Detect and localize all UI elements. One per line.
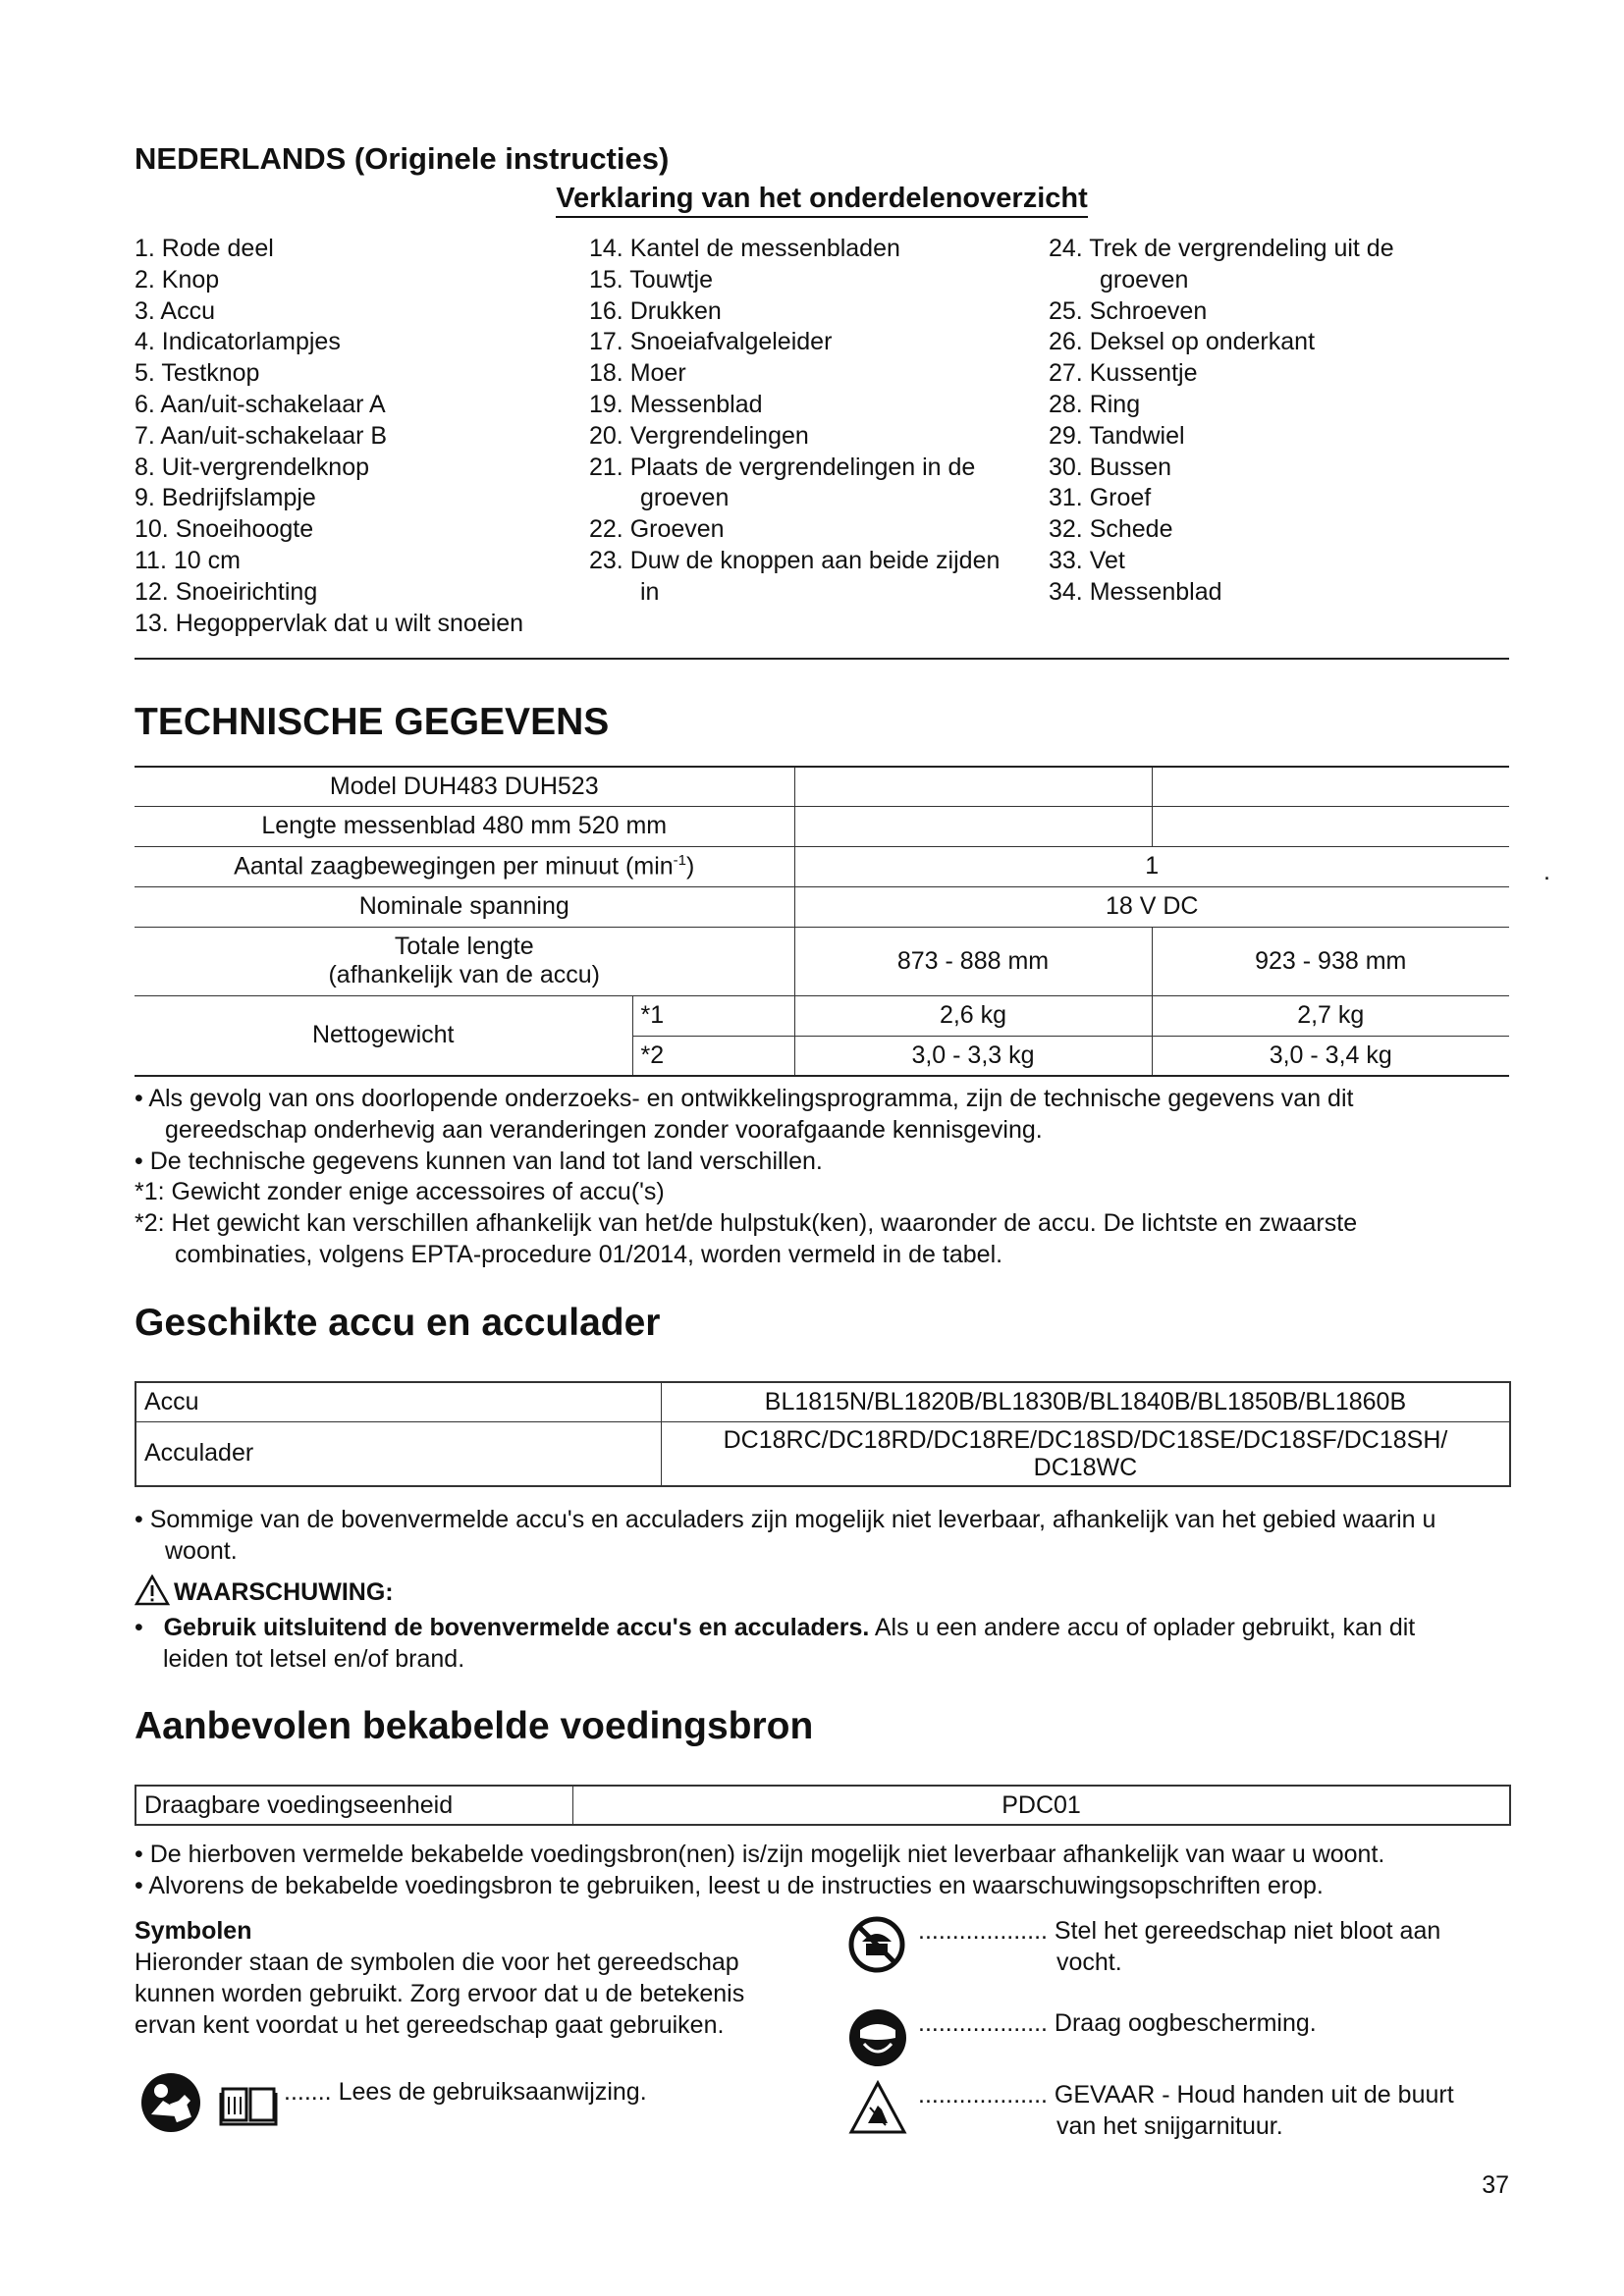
table-row	[135, 995, 1509, 1036]
parts-list-item: 5. Testknop	[135, 359, 260, 388]
note-text: • Als gevolg van ons doorlopende onderzoeks- en ontwikkelingsprogramma, zijn de technische gegevens van dit	[135, 1085, 1354, 1112]
voltage-label: Nominale spanning	[135, 886, 794, 927]
table-row	[135, 1382, 1510, 1421]
parts-list-item: 18. Moer	[589, 359, 686, 388]
strokes-value: 1	[794, 846, 1509, 886]
parts-list-item: 19. Messenblad	[589, 390, 763, 418]
parts-list-item: 26. Deksel op onderkant	[1049, 328, 1316, 356]
table-row	[135, 767, 1509, 806]
warning-heading: WAARSCHUWING:	[135, 1575, 394, 1607]
parts-list-item: 1. Rode deel	[135, 235, 274, 262]
note-text: *2: Het gewicht kan verschillen afhankelijk van het/de hulpstuk(ken), waaronder de accu. De lichtste en zwaarste	[135, 1209, 1358, 1238]
parts-list-item: 25. Schroeven	[1049, 296, 1208, 325]
parts-list-item: 23. Duw de knoppen aan beide zijden	[589, 546, 1001, 574]
tech-specs-table	[135, 766, 1509, 1077]
note-text: • Sommige van de bovenvermelde accu's en acculaders zijn mogelijk niet leverbaar, afhankelijk van het gebied waarin u	[135, 1506, 1436, 1533]
language-title: NEDERLANDS (Originele instructies)	[135, 141, 670, 176]
symbols-title: Symbolen	[135, 1917, 252, 1945]
weight-value: 2,6 kg	[794, 995, 1152, 1036]
parts-list-item: 17. Snoeiafvalgeleider	[589, 328, 833, 356]
table-row	[135, 886, 1509, 927]
voltage-value: 18 V DC	[794, 886, 1509, 927]
symbols-intro: Hieronder staan de symbolen die voor het gereedschap kunnen worden gebruikt. Zorg ervoor dat u de betekenis ervan kent voordat u het gereedschap gaat gebruiken.	[135, 1949, 745, 2039]
parts-list-item: 11. 10 cm	[135, 546, 241, 574]
table-row	[135, 927, 1509, 995]
power-source-title: Aanbevolen bekabelde voedingsbron	[135, 1705, 814, 1747]
parts-list-item: 30. Bussen	[1049, 453, 1172, 481]
weight-value: 3,0 - 3,4 kg	[1152, 1036, 1509, 1076]
weight-value: 3,0 - 3,3 kg	[794, 1036, 1152, 1076]
parts-list-item: 27. Kussentje	[1049, 359, 1198, 388]
parts-list-item: 15. Touwtje	[589, 265, 714, 294]
net-weight-label: Nettogewicht	[135, 995, 632, 1076]
accu-label: Accu	[135, 1382, 661, 1421]
model-label: Model DUH483 DUH523	[135, 767, 794, 806]
parts-list-item: 34. Messenblad	[1049, 577, 1222, 606]
note-text: *1: Gewicht zonder enige accessoires of accu('s)	[135, 1178, 665, 1206]
battery-table	[135, 1381, 1511, 1487]
parts-list-item-continued: groeven	[1100, 265, 1189, 294]
parts-list-item: 28. Ring	[1049, 390, 1141, 418]
strokes-label: Aantal zaagbewegingen per minuut $(\min^{-1})$	[135, 846, 794, 886]
warning-triangle-icon	[135, 1575, 170, 1606]
parts-list-item-continued: in	[640, 577, 660, 606]
open-book-icon	[219, 2081, 278, 2126]
parts-list-item: 10. Snoeihoogte	[135, 515, 314, 544]
table-row	[135, 1421, 1510, 1486]
weight-note-tag: *1	[632, 995, 794, 1036]
note-text: combinaties, volgens EPTA-procedure 01/2014, worden vermeld in de tabel.	[175, 1240, 1003, 1268]
power-unit-value: PDC01	[573, 1786, 1510, 1825]
note-text: woont.	[165, 1536, 238, 1565]
page-number: 37	[1482, 2171, 1509, 2199]
charger-label: Acculader	[135, 1421, 661, 1486]
note-text: • Alvorens de bekabelde voedingsbron te gebruiken, leest u de instructies en waarschuwingsopschriften erop.	[135, 1871, 1324, 1899]
table-row	[135, 1786, 1510, 1825]
parts-title: Verklaring van het onderdelenoverzicht	[135, 183, 1509, 215]
parts-list-item-continued: groeven	[640, 484, 730, 512]
warning-text: • Gebruik uitsluitend de bovenvermelde accu's en acculaders. Als u een andere accu of oplader gebruikt, kan dit leiden tot letsel en/of brand.	[135, 1614, 1416, 1673]
parts-list-item: 14. Kantel de messenbladen	[589, 235, 900, 262]
parts-list-item: 9. Bedrijfslampje	[135, 484, 316, 512]
table-row	[135, 846, 1509, 886]
eye-protection-icon	[848, 2008, 907, 2067]
battery-notes	[135, 1505, 1509, 1568]
tech-notes	[135, 1084, 1509, 1271]
parts-list-item: 3. Accu	[135, 296, 215, 325]
parts-list-item: 12. Snoeirichting	[135, 577, 318, 606]
power-notes	[135, 1840, 1509, 1902]
parts-list-column-2	[589, 234, 1000, 609]
parts-list-item: 32. Schede	[1049, 515, 1173, 544]
power-unit-label: Draagbare voedingseenheid	[135, 1786, 573, 1825]
parts-list-item: 29. Tandwiel	[1049, 421, 1185, 450]
parts-list-item: 4. Indicatorlampjes	[135, 328, 341, 356]
total-length-value-2: 923 - 938 mm	[1152, 927, 1509, 995]
manual-page: NEDERLANDS (Originele instructies) Verklaring van het onderdelenoverzicht 1. Rode deel 2. Knop 3. Accu 4. Indicatorlampjes 5. Testknop 6. Aan/uit-schakelaar A 7. Aan/uit-schakelaar B 8. Uit-vergrendelknop 9. Bedrijfslampje 10. Snoeihoogte 11. 10 cm 12. Snoeirichting 13. Hegoppervlak dat u wilt snoeien 14. Kantel de messenbladen 15. Touwtje 16. Drukken 17. Snoeiafvalgeleider 18. Moer 19. Messenblad 20. Vergrendelingen 21. Plaats de vergrendelingen in de groeven 22. Groeven 23. Duw de knoppen aan beide zijden in 24. Trek de vergrendeling uit de groeven 25. Schroeven 26. Deksel op onderkant 27. Kussentje 28. Ring 29. Tandwiel 30. Bussen 31. Groef 32. Schede 33. Vet 34. Messenblad TECHNISCHE GEGEVENS Model DUH483 DUH523 Lengte messenblad 480 mm 520 mm Aantal zaagbewegingen per minuut $(\min^{-1})$ 1 Nominale spanning 18 V DC Totale lengte (afhankelijk van de accu) 873 - 888 mm 923 - 938 mm Nettogewicht *1 2,6 kg 2,7 kg *2 3,0 - 3,3 kg 3,0 - 3,4 kg • Als gevolg van ons doorlopende onderzoeks- en ontwikkelingsprogramma, zijn de technische gegevens van dit gereedschap onderhevig aan veranderingen zonder voorafgaande kennisgeving. • De technische gegevens kunnen van land tot land verschillen. *1: Gewicht zonder enige accessoires of accu('s) *2: Het gewicht kan verschillen afhankelijk van het/de hulpstuk(ken), waaronder de accu. De lichtste en zwaarste combinaties, volgens EPTA-procedure 01/2014, worden vermeld in de tabel. Geschikte accu en acculader Accu BL1815N/BL1820B/BL1830B/BL1840B/BL1850B/BL1860B Acculader DC18RC/DC18RD/DC18RE/DC18SD/DC18SE/DC18SF/DC18SH/ DC18WC • Sommige van de bovenvermelde accu's en acculaders zijn mogelijk niet leverbaar, afhankelijk van het gebied waarin u woont. WAARSCHUWING: • Gebruik uitsluitend de bovenvermelde accu's en acculaders. Als u een andere accu of oplader gebruikt, kan dit leiden tot letsel en/of brand. Aanbevolen bekabelde voedingsbron Draagbare voedingseenheid PDC01 • De hierboven vermelde bekabelde voedingsbron(nen) is/zijn mogelijk niet leverbaar afhankelijk van waar u woont. • Alvorens de bekabelde voedingsbron te gebruiken, leest u de instructies en waarschuwingsopschriften erop. Symbolen Hieronder staan de symbolen die voor het gereedschap kunnen worden gebruikt. Zorg ervoor dat u de betekenis ervan kent voordat u het gereedschap gaat gebruiken. ....... Lees de gebruiksaanwijzing. ................... Stel het gereedschap niet bloot aan vocht. ................... Draag oogbescherming. ................... GEVAAR - Houd handen uit de buurt van het snijgarnituur. 37	[135, 141, 1509, 2199]
accu-value: BL1815N/BL1820B/BL1830B/BL1840B/BL1850B/BL1860B	[661, 1382, 1510, 1421]
section-divider	[135, 658, 1509, 660]
parts-list-column-1	[135, 234, 523, 639]
weight-note-tag: *2	[632, 1036, 794, 1076]
total-length-value-1: 873 - 888 mm	[794, 927, 1152, 995]
weight-value: 2,7 kg	[1152, 995, 1509, 1036]
charger-value: DC18RC/DC18RD/DC18RE/DC18SD/DC18SE/DC18SF/DC18SH/ DC18WC	[661, 1421, 1510, 1486]
parts-list-item: 13. Hegoppervlak dat u wilt snoeien	[135, 609, 524, 637]
parts-list-column-3	[1049, 234, 1394, 609]
battery-title: Geschikte accu en acculader	[135, 1302, 661, 1344]
parts-list-item: 33. Vet	[1049, 546, 1125, 574]
parts-list-item: 20. Vergrendelingen	[589, 421, 809, 450]
no-rain-icon	[848, 1916, 905, 1973]
parts-list-item: 6. Aan/uit-schakelaar A	[135, 390, 386, 418]
power-source-table	[135, 1785, 1511, 1826]
parts-list-item: 21. Plaats de vergrendelingen in de	[589, 453, 976, 481]
parts-list-item: 7. Aan/uit-schakelaar B	[135, 421, 388, 450]
blade-length-label: Lengte messenblad 480 mm 520 mm	[135, 806, 794, 846]
tech-specs-title: TECHNISCHE GEGEVENS	[135, 701, 610, 743]
parts-list-item: 22. Groeven	[589, 515, 725, 544]
note-text: • De technische gegevens kunnen van land tot land verschillen.	[135, 1147, 823, 1175]
parts-list-item: 24. Trek de vergrendeling uit de	[1049, 235, 1394, 262]
table-row	[135, 806, 1509, 846]
parts-list-item: 16. Drukken	[589, 296, 722, 325]
parts-list-item: 8. Uit-vergrendelknop	[135, 453, 370, 481]
stray-mark: .	[1543, 858, 1550, 885]
note-text: gereedschap onderhevig aan veranderingen zonder voorafgaande kennisgeving.	[165, 1115, 1043, 1144]
danger-hands-icon	[848, 2080, 907, 2135]
read-manual-icon	[139, 2071, 202, 2134]
parts-list-item: 31. Groef	[1049, 484, 1152, 512]
note-text: • De hierboven vermelde bekabelde voedingsbron(nen) is/zijn mogelijk niet leverbaar afhankelijk van waar u woont.	[135, 1841, 1385, 1868]
parts-list-item: 2. Knop	[135, 265, 220, 294]
total-length-label: Totale lengte (afhankelijk van de accu)	[135, 927, 794, 995]
